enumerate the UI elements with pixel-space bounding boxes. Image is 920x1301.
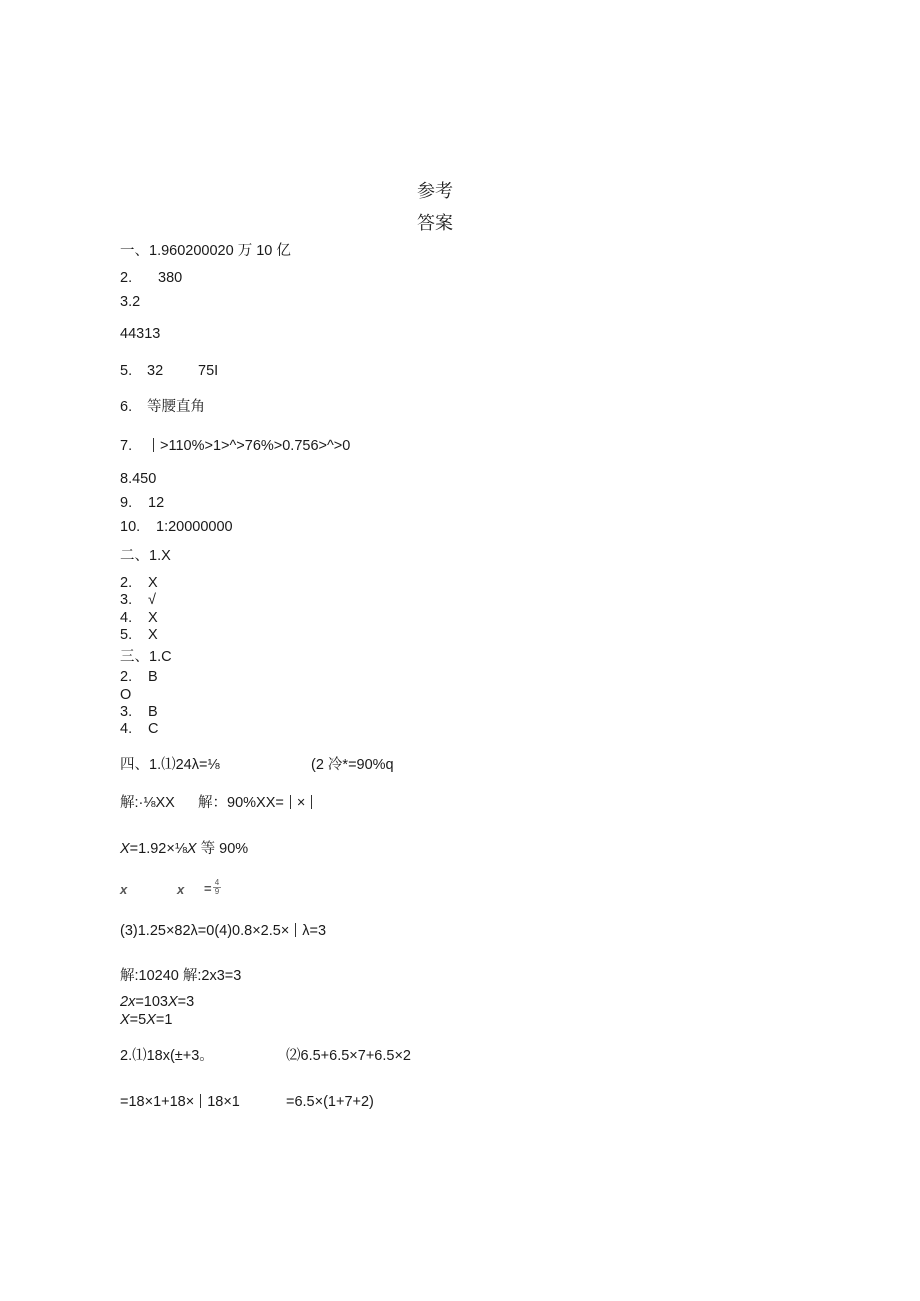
- s2-line-2-num: 2.: [120, 575, 133, 591]
- s4-step1-var: 2x: [120, 994, 136, 1010]
- s4-faint-x-2: x: [177, 882, 185, 897]
- s4-faint-x-1: x: [120, 882, 128, 897]
- s1-line-10-num: 10.: [120, 519, 141, 535]
- s1-line-1: 一、1.960200020 万 10 亿: [120, 243, 291, 259]
- s1-line-8: 8.450: [120, 471, 157, 487]
- s4-step2-tail: =1: [155, 1012, 173, 1028]
- s1-line-5-b: 75I: [198, 363, 219, 379]
- s1-line-7-val: >110%>1>^>76%>0.756>^>0: [160, 438, 351, 454]
- s4-sol1-b: [198, 794, 318, 812]
- s4-step1-rest: =103: [135, 994, 168, 1010]
- s4-x1-var: X: [120, 841, 130, 857]
- s3-line-4-num: 4.: [120, 721, 133, 737]
- s3-line-4-val: C: [148, 721, 159, 737]
- s2-line-5-val: X: [148, 627, 158, 643]
- s4-sol1-b-text: 解：90%XX=: [198, 795, 284, 811]
- s4-sol1-bar-2: [311, 795, 312, 809]
- s4-x1-tail: 等 90%: [196, 841, 249, 857]
- s3-line-2-num: 2.: [120, 669, 133, 685]
- s2-line-4-num: 4.: [120, 610, 133, 626]
- s2-line-4-val: X: [148, 610, 158, 626]
- s4-frac-num: 4: [214, 878, 220, 887]
- s4-q1-part-a: 四、1.⑴24λ=⅛: [120, 757, 220, 773]
- s4-x1-rest: =1.92×⅛: [129, 841, 187, 857]
- s4-q2a-step: [120, 1093, 240, 1111]
- s4-step1-var2: X: [168, 994, 178, 1010]
- s4-faint-fraction: [213, 879, 221, 896]
- s4-q34-line: [120, 922, 326, 940]
- s1-line-6-val: 等腰直角: [147, 399, 205, 415]
- s4-q34-text: (3)1.25×82λ=0(4)0.8×2.5×: [120, 923, 290, 939]
- s4-x1-line: [120, 840, 248, 858]
- s1-line-2-num: 2.: [120, 270, 133, 286]
- s3-line-2b: O: [120, 687, 132, 703]
- s1-line-5-num: 5.: [120, 363, 133, 379]
- title-line-1: 参考: [417, 181, 453, 201]
- s2-line-3-val: √: [148, 592, 156, 608]
- s4-step2-rest: =5: [129, 1012, 147, 1028]
- s1-line-7-num: 7.: [120, 438, 133, 454]
- s1-line-9-val: 12: [148, 495, 165, 511]
- s2-line-3-num: 3.: [120, 592, 133, 608]
- s3-line-3-num: 3.: [120, 704, 133, 720]
- s1-line-6-num: 6.: [120, 399, 133, 415]
- s4-q1-part-b: (2 冷*=90%q: [311, 757, 394, 773]
- s1-line-7: [147, 437, 350, 455]
- s4-q2a-step-tail: 18×1: [207, 1094, 240, 1110]
- s4-sol1-a: 解:·⅛XX: [120, 795, 175, 811]
- s4-frac-den: 9: [214, 887, 220, 896]
- s4-q2-part-a: 2.⑴18x(±+3。: [120, 1048, 214, 1064]
- s4-x1-var2: X: [186, 841, 197, 857]
- s4-step2-var2: X: [146, 1012, 156, 1028]
- s1-line-5-a: 32: [147, 363, 164, 379]
- s4-sol34: 解:10240 解:2x3=3: [120, 968, 242, 984]
- s3-line-3-val: B: [148, 704, 158, 720]
- title-line-2: 答案: [417, 213, 453, 233]
- s4-faint-eq: =: [204, 881, 212, 896]
- s1-line-10-val: 1:20000000: [156, 519, 233, 535]
- s3-line-1: 三、1.C: [120, 649, 172, 665]
- s1-line-4: 44313: [120, 326, 161, 342]
- s4-q34-bar: [295, 923, 296, 937]
- s4-step2-line: [120, 1011, 172, 1029]
- s1-line-7-bar: [153, 438, 154, 452]
- s4-q2a-step-bar: [200, 1094, 201, 1108]
- s4-sol1-b-tail: ×: [296, 795, 306, 811]
- s4-step2-var: X: [120, 1012, 130, 1028]
- s2-line-5-num: 5.: [120, 627, 133, 643]
- s4-step1-line: [120, 993, 194, 1011]
- s4-q2-part-b: ⑵6.5+6.5×7+6.5×2: [286, 1048, 411, 1064]
- s3-line-2-val: B: [148, 669, 158, 685]
- s1-line-9-num: 9.: [120, 495, 133, 511]
- s4-q34-tail: λ=3: [302, 923, 327, 939]
- s2-line-1: 二、1.X: [120, 548, 171, 564]
- s4-q2b-step: =6.5×(1+7+2): [286, 1094, 374, 1110]
- s1-line-2-val: 380: [158, 270, 183, 286]
- s4-step1-tail: =3: [177, 994, 195, 1010]
- s4-sol1-bar-1: [290, 795, 291, 809]
- s4-q2a-step-text: =18×1+18×: [120, 1094, 195, 1110]
- s2-line-2-val: X: [148, 575, 158, 591]
- s1-line-3: 3.2: [120, 294, 141, 310]
